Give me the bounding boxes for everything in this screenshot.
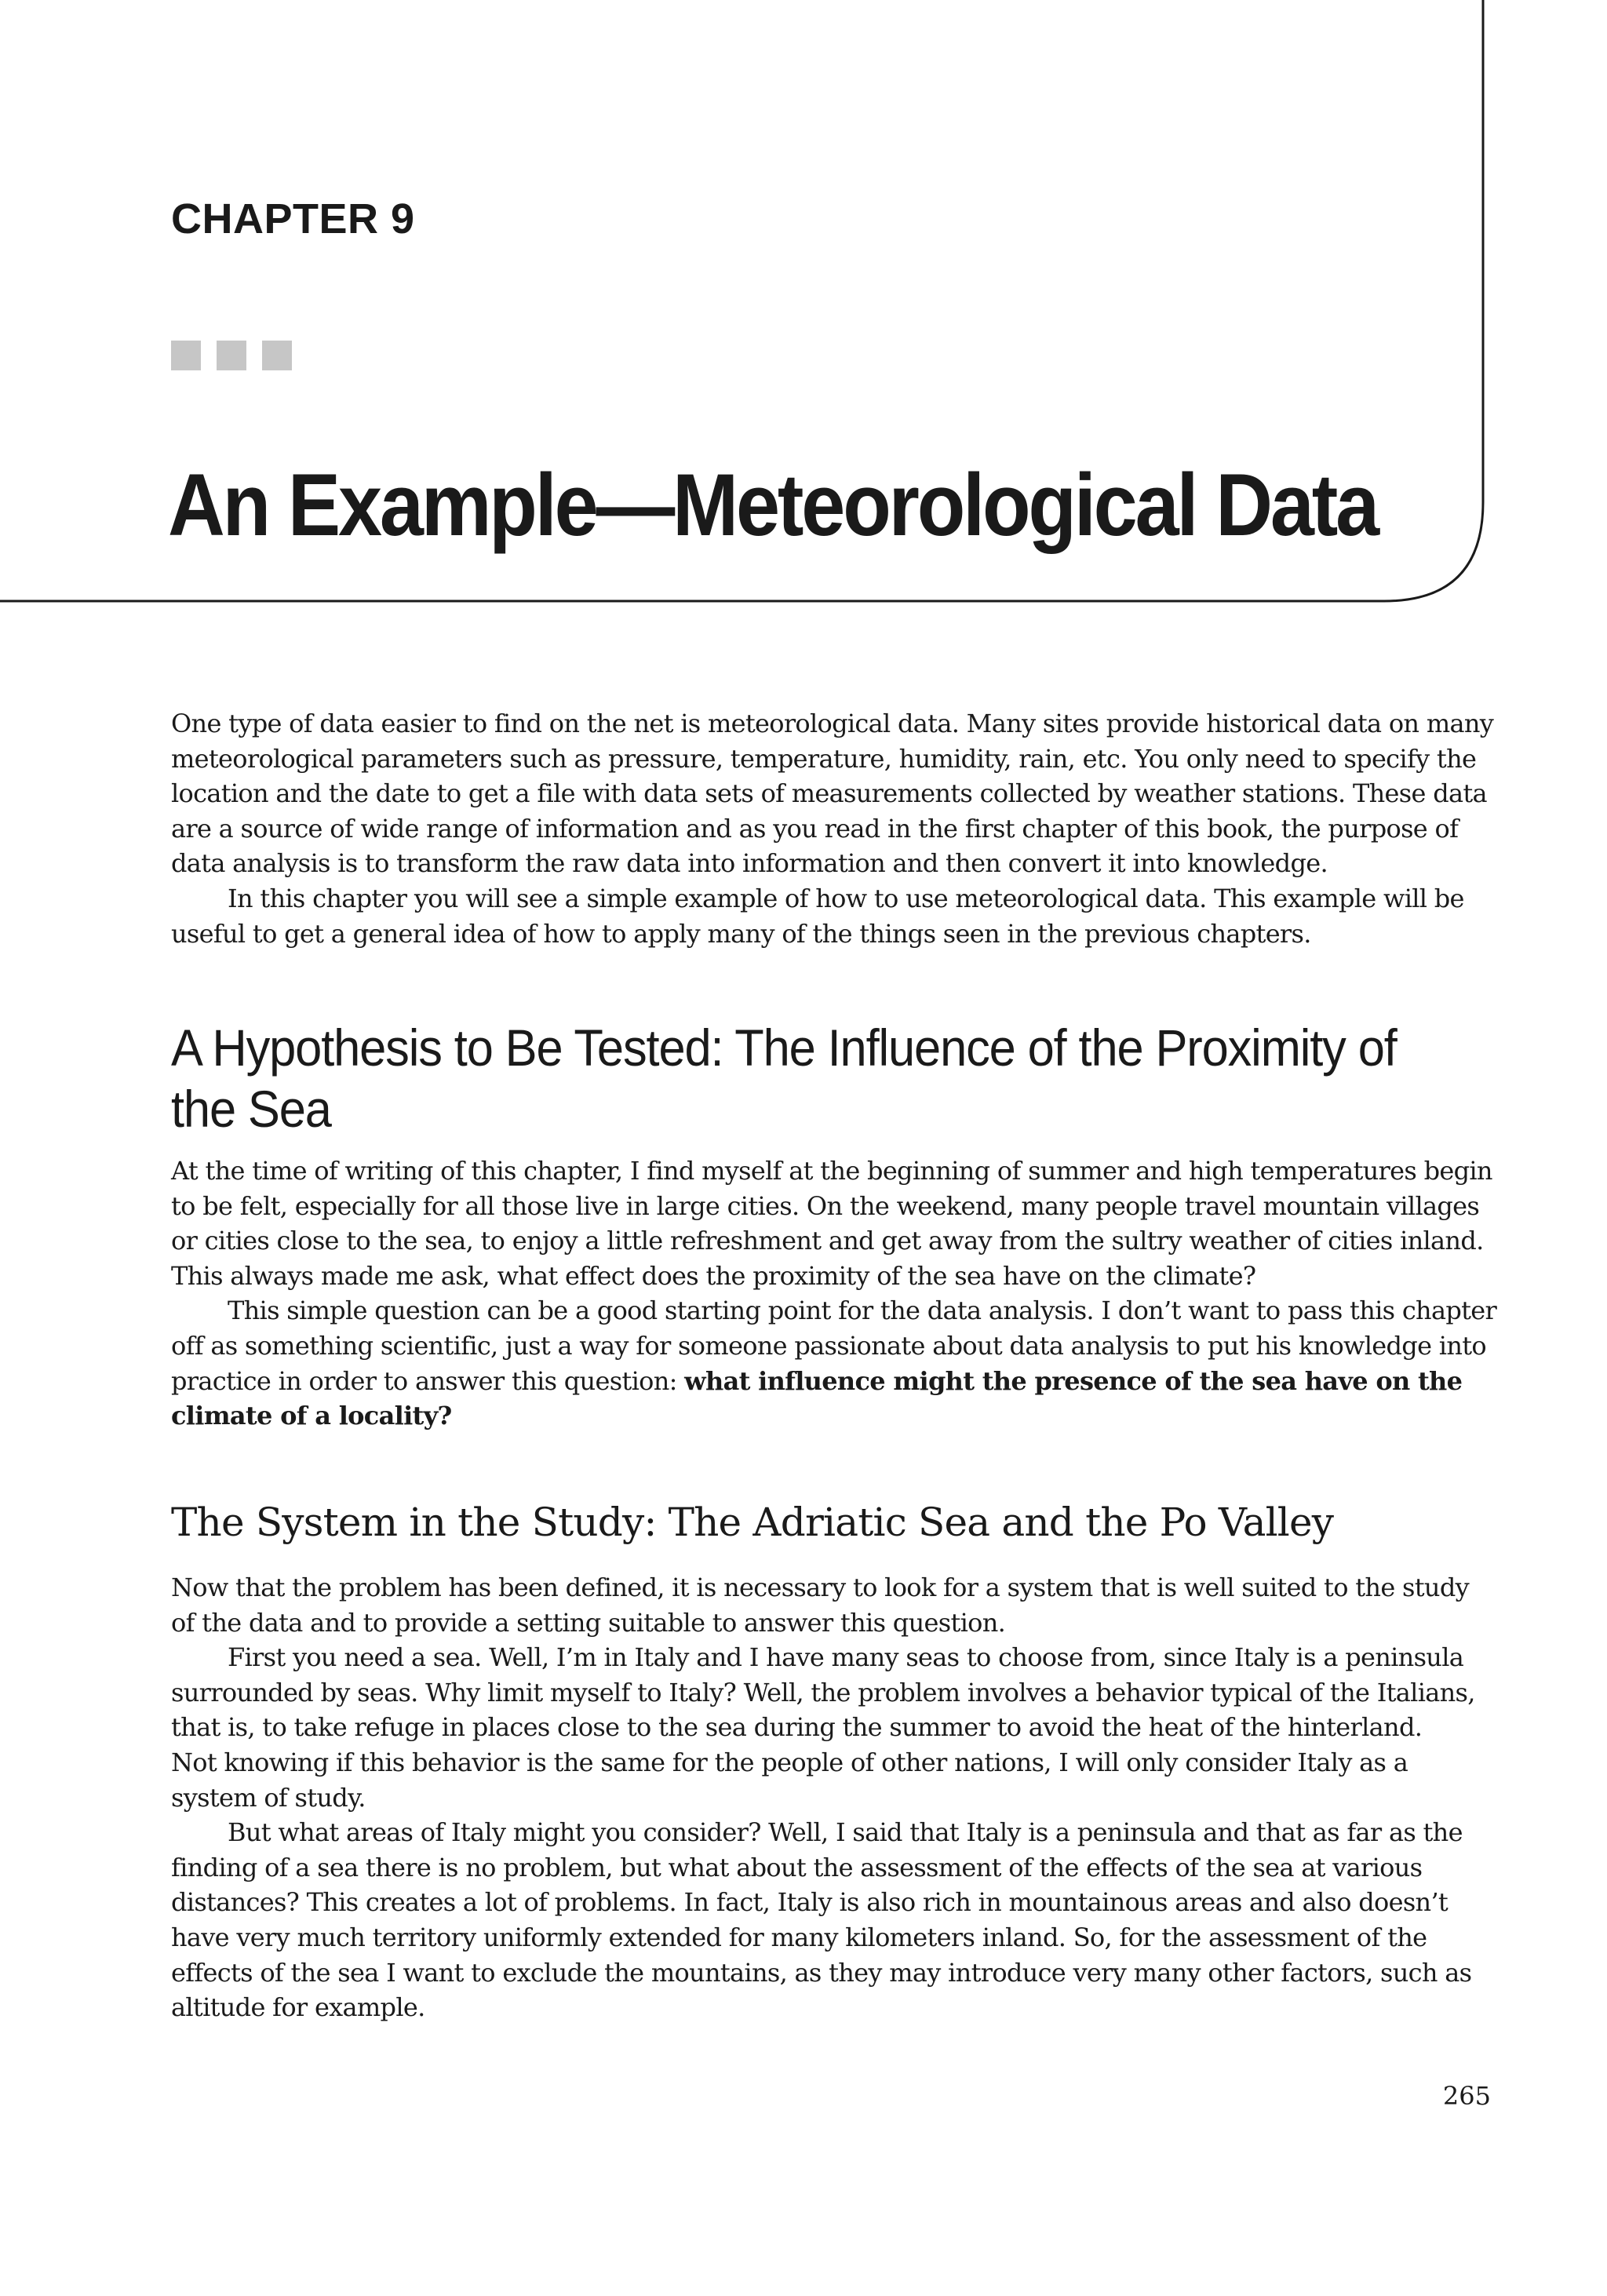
section1-paragraph-2 (171, 1293, 1497, 1433)
section1-question-bold: what influence might the presence of the sea have on the climate of a locality? (171, 1365, 1463, 1431)
section1-paragraph-1: At the time of writing of this chapter, I find myself at the beginning of summer and high temperatures begin to be felt, especially for all those live in large cities. On the weekend, many people travel mountain villages or cities close to the sea, to enjoy a little refreshment and get away from the sultry weather of cities inland. This always made me ask, what effect does the proximity of the sea have on the climate? (171, 1156, 1492, 1291)
section1-text (171, 1153, 1497, 1434)
intro-text (171, 706, 1497, 951)
intro-paragraph-1: One type of data easier to find on the net is meteorological data. Many sites provide historical data on many meteorological parameters such as pressure, temperature, humidity, rain, etc. You only need to specify the location and the date to get a file with data sets of measurements collected by weather stations. These data are a source of wide range of information and as you read in the first chapter of this book, the purpose of data analysis is to transform the raw data into information and then convert it into knowledge. (171, 709, 1494, 879)
decoration-square (262, 341, 292, 370)
section2-paragraph-4: But what areas of Italy might you consider? Well, I said that Italy is a peninsula and that as far as the finding of a sea there is no problem, but what about the assessment of the effects of the sea at various distances? This creates a lot of problems. In fact, Italy is also rich in mountainous areas and also doesn’t have very much territory uniformly extended for many kilometers inland. So, for the assessment of the effects of the sea I want to exclude the mountains, as they may introduce very many other factors, such as altitude for example. (171, 1817, 1472, 2023)
page-number: 265 (1442, 2081, 1491, 2111)
subsection-heading-system: The System in the Study: The Adriatic Sea and the Po Valley (171, 1500, 1334, 1545)
section2-paragraph-1: Now that the problem has been defined, it is necessary to look for a system that is well suited to the study of the data and to provide a setting suitable to answer this question. (171, 1573, 1469, 1638)
section2-paragraph-2: First you need a sea. Well, I’m in Italy and I have many seas to choose from, since Italy is a peninsula surrounded by seas. Why limit myself to Italy? Well, the problem involves a behavior typical of the Italians, that is, to take refuge in places close to the sea during the summer to avoid the heat of the hinterland. (171, 1642, 1475, 1743)
decoration-square (217, 341, 246, 370)
section2-text (171, 1570, 1497, 2025)
chapter-label: CHAPTER 9 (171, 195, 415, 242)
section1-paragraph-2-text: This simple question can be a good starting point for the data analysis. I don’t want to pass this chapter off as something scientific, just a way for someone passionate about data analysis to put his knowledge into practice in order to answer this question: (171, 1296, 1497, 1396)
chapter-title: An Example—Meteorological Data (168, 456, 1378, 554)
chapter-decoration-squares (171, 341, 292, 370)
intro-paragraph-2: In this chapter you will see a simple example of how to use meteorological data. This example will be useful to get a general idea of how to apply many of the things seen in the previous chapters. (171, 883, 1464, 949)
decoration-square (171, 341, 201, 370)
section-heading-hypothesis: A Hypothesis to Be Tested: The Influence of the Proximity of the Sea (171, 1019, 1397, 1138)
section2-paragraph-3: Not knowing if this behavior is the same for the people of other nations, I will only consider Italy as a system of study. (171, 1747, 1408, 1813)
